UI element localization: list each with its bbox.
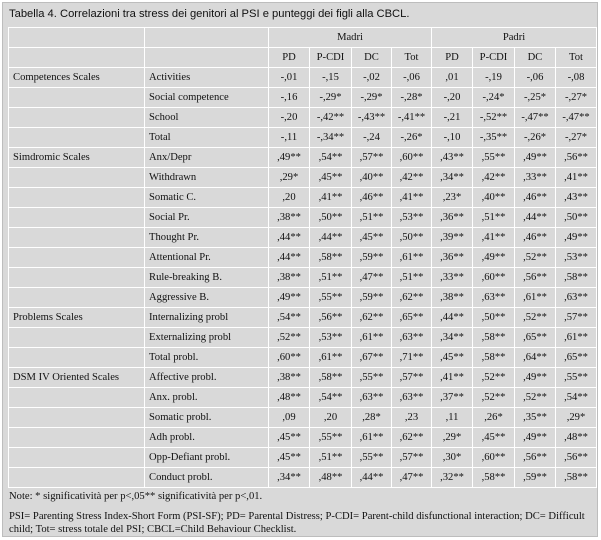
correlation-value: ,58** <box>473 348 515 368</box>
scale-label: Externalizing probl <box>145 328 269 348</box>
scale-group-label <box>9 348 145 368</box>
correlation-value: ,46** <box>515 228 556 248</box>
correlation-value: ,52** <box>515 308 556 328</box>
correlation-value: ,23* <box>432 188 473 208</box>
scale-group-label <box>9 228 145 248</box>
scale-label: Opp-Defiant probl. <box>145 448 269 468</box>
correlation-value: -,15 <box>310 68 352 88</box>
correlation-value: -,08 <box>556 68 597 88</box>
correlation-value: ,63** <box>473 288 515 308</box>
correlation-value: -,02 <box>352 68 392 88</box>
correlation-value: ,56** <box>310 308 352 328</box>
table-row <box>9 308 597 328</box>
correlation-value: -,52** <box>473 108 515 128</box>
scale-group-label <box>9 248 145 268</box>
correlation-value: ,49** <box>556 228 597 248</box>
correlation-value: ,61** <box>556 328 597 348</box>
group-header-padri: Padri <box>432 28 597 48</box>
correlation-value: -,34** <box>310 128 352 148</box>
scale-group-label <box>9 128 145 148</box>
correlation-value: ,56** <box>556 448 597 468</box>
correlation-value: ,48** <box>310 468 352 488</box>
table-row <box>9 148 597 168</box>
table-row <box>9 208 597 228</box>
scale-label: Withdrawn <box>145 168 269 188</box>
correlation-value: ,61** <box>392 248 432 268</box>
correlation-value: ,65** <box>515 328 556 348</box>
correlation-value: ,65** <box>392 308 432 328</box>
table-body <box>9 68 597 488</box>
correlation-value: ,57** <box>392 448 432 468</box>
correlation-value: ,60** <box>473 448 515 468</box>
correlation-value: ,50** <box>392 228 432 248</box>
scale-label: Affective probl. <box>145 368 269 388</box>
correlation-value: ,01 <box>432 68 473 88</box>
scale-label: Total probl. <box>145 348 269 368</box>
scale-group-label <box>9 168 145 188</box>
correlation-value: ,58** <box>556 468 597 488</box>
correlation-value: ,44** <box>515 208 556 228</box>
correlation-value: ,63** <box>556 288 597 308</box>
table-row <box>9 68 597 88</box>
correlation-value: ,62** <box>392 428 432 448</box>
correlation-value: ,51** <box>352 208 392 228</box>
scale-label: Conduct probl. <box>145 468 269 488</box>
group-header-madri: Madri <box>269 28 432 48</box>
scale-label: Somatic probl. <box>145 408 269 428</box>
table-row <box>9 188 597 208</box>
correlation-value: ,55** <box>473 148 515 168</box>
correlation-value: ,47** <box>392 468 432 488</box>
scale-label: Somatic C. <box>145 188 269 208</box>
correlation-value: ,71** <box>392 348 432 368</box>
subcolumn-header-row <box>9 48 597 68</box>
table-row <box>9 288 597 308</box>
correlation-value: ,36** <box>432 248 473 268</box>
scale-group-label <box>9 408 145 428</box>
correlation-value: ,35** <box>515 408 556 428</box>
correlation-value: ,38** <box>432 288 473 308</box>
table-frame <box>2 2 598 537</box>
correlation-value: ,54** <box>269 308 310 328</box>
scale-label: Social Pr. <box>145 208 269 228</box>
scale-group-label <box>9 428 145 448</box>
table-row <box>9 228 597 248</box>
correlation-value: -,21 <box>432 108 473 128</box>
correlation-value: ,33** <box>432 268 473 288</box>
correlation-value: ,36** <box>432 208 473 228</box>
table-row <box>9 88 597 108</box>
correlation-value: -,29* <box>352 88 392 108</box>
correlation-value: ,50** <box>473 308 515 328</box>
correlation-table <box>8 27 597 488</box>
scale-group-label: Simdromic Scales <box>9 148 145 168</box>
scale-label: Activities <box>145 68 269 88</box>
correlation-value: -,43** <box>352 108 392 128</box>
correlation-value: ,55** <box>310 288 352 308</box>
correlation-value: ,43** <box>432 148 473 168</box>
table-row <box>9 388 597 408</box>
correlation-value: -,35** <box>473 128 515 148</box>
table-row <box>9 108 597 128</box>
correlation-value: ,54** <box>556 388 597 408</box>
correlation-value: ,56** <box>515 268 556 288</box>
scale-label: Social competence <box>145 88 269 108</box>
correlation-value: -,42** <box>310 108 352 128</box>
correlation-value: ,63** <box>392 328 432 348</box>
scale-label: School <box>145 108 269 128</box>
header-empty-cell <box>145 28 269 48</box>
scale-label: Thought Pr. <box>145 228 269 248</box>
correlation-value: ,44** <box>269 228 310 248</box>
correlation-value: ,34** <box>269 468 310 488</box>
correlation-value: ,52** <box>269 328 310 348</box>
correlation-value: ,49** <box>515 428 556 448</box>
correlation-value: ,42** <box>473 168 515 188</box>
correlation-value: ,49** <box>515 148 556 168</box>
correlation-value: -,20 <box>432 88 473 108</box>
correlation-value: ,34** <box>432 168 473 188</box>
correlation-value: ,32** <box>432 468 473 488</box>
correlation-value: ,20 <box>310 408 352 428</box>
correlation-value: ,45** <box>473 428 515 448</box>
scale-label: Internalizing probl <box>145 308 269 328</box>
column-header: Tot <box>556 48 597 68</box>
scale-label: Total <box>145 128 269 148</box>
table-row <box>9 128 597 148</box>
correlation-value: ,51** <box>310 268 352 288</box>
correlation-value: ,62** <box>392 288 432 308</box>
correlation-value: ,55** <box>310 428 352 448</box>
correlation-value: ,41** <box>310 188 352 208</box>
correlation-value: ,46** <box>352 188 392 208</box>
column-header: Tot <box>392 48 432 68</box>
correlation-value: ,45** <box>310 168 352 188</box>
correlation-value: ,61** <box>515 288 556 308</box>
correlation-value: ,53** <box>392 208 432 228</box>
correlation-value: ,33** <box>515 168 556 188</box>
correlation-value: ,52** <box>473 368 515 388</box>
header-empty-cell <box>9 48 145 68</box>
correlation-value: ,34** <box>432 328 473 348</box>
correlation-value: ,60** <box>269 348 310 368</box>
scale-group-label <box>9 268 145 288</box>
correlation-value: ,67** <box>352 348 392 368</box>
table-row <box>9 408 597 428</box>
scale-label: Aggressive B. <box>145 288 269 308</box>
table-row <box>9 348 597 368</box>
header-empty-cell <box>145 48 269 68</box>
correlation-value: ,63** <box>392 388 432 408</box>
table-row <box>9 468 597 488</box>
correlation-value: ,54** <box>310 388 352 408</box>
correlation-value: ,49** <box>269 148 310 168</box>
scale-group-label <box>9 388 145 408</box>
correlation-value: ,49** <box>473 248 515 268</box>
correlation-value: ,59** <box>352 288 392 308</box>
correlation-value: ,45** <box>432 348 473 368</box>
abbreviations-note: PSI= Parenting Stress Index-Short Form (PSI-SF); PD= Parental Distress; P-CDI= Parent-child disfunctional interaction; DC= Difficult child; Tot= stress totale del PSI; CBCL=Child Behaviour Checklist. <box>9 511 585 535</box>
correlation-value: ,44** <box>352 468 392 488</box>
correlation-value: ,38** <box>269 268 310 288</box>
correlation-value: ,23 <box>392 408 432 428</box>
correlation-value: ,52** <box>515 248 556 268</box>
correlation-value: ,41** <box>392 188 432 208</box>
correlation-value: -,19 <box>473 68 515 88</box>
correlation-value: ,43** <box>556 188 597 208</box>
correlation-value: ,64** <box>515 348 556 368</box>
correlation-value: -,27* <box>556 128 597 148</box>
correlation-value: ,58** <box>473 328 515 348</box>
scale-label: Adh probl. <box>145 428 269 448</box>
correlation-value: ,09 <box>269 408 310 428</box>
correlation-value: -,27* <box>556 88 597 108</box>
correlation-value: ,41** <box>432 368 473 388</box>
correlation-value: ,20 <box>269 188 310 208</box>
table-row <box>9 368 597 388</box>
correlation-value: ,38** <box>269 368 310 388</box>
scale-group-label <box>9 108 145 128</box>
correlation-value: ,28* <box>352 408 392 428</box>
table-row <box>9 248 597 268</box>
correlation-value: ,57** <box>352 148 392 168</box>
correlation-value: ,55** <box>352 368 392 388</box>
correlation-value: ,40** <box>473 188 515 208</box>
correlation-value: ,49** <box>269 288 310 308</box>
column-header: DC <box>352 48 392 68</box>
correlation-value: ,58** <box>473 468 515 488</box>
header-empty-cell <box>9 28 145 48</box>
correlation-value: -,11 <box>269 128 310 148</box>
correlation-value: -,25* <box>515 88 556 108</box>
correlation-value: ,47** <box>352 268 392 288</box>
correlation-value: ,41** <box>556 168 597 188</box>
correlation-value: -,26* <box>392 128 432 148</box>
column-header: PD <box>432 48 473 68</box>
correlation-value: ,57** <box>392 368 432 388</box>
correlation-value: ,54** <box>310 148 352 168</box>
correlation-value: ,51** <box>473 208 515 228</box>
correlation-value: -,47** <box>556 108 597 128</box>
correlation-value: ,37** <box>432 388 473 408</box>
correlation-value: ,29* <box>556 408 597 428</box>
scale-label: Attentional Pr. <box>145 248 269 268</box>
correlation-value: ,50** <box>556 208 597 228</box>
correlation-value: ,45** <box>352 228 392 248</box>
correlation-value: ,39** <box>432 228 473 248</box>
correlation-value: -,06 <box>515 68 556 88</box>
table-row <box>9 168 597 188</box>
scale-group-label <box>9 468 145 488</box>
significance-note: Note: * significatività per p<,05** significatività per p<,01. <box>9 491 263 502</box>
correlation-value: ,48** <box>556 428 597 448</box>
correlation-value: ,11 <box>432 408 473 428</box>
correlation-value: -,01 <box>269 68 310 88</box>
table-row <box>9 448 597 468</box>
correlation-value: ,55** <box>352 448 392 468</box>
scale-label: Anx. probl. <box>145 388 269 408</box>
correlation-value: ,30* <box>432 448 473 468</box>
scale-group-label <box>9 288 145 308</box>
correlation-value: ,58** <box>556 268 597 288</box>
scale-group-label <box>9 448 145 468</box>
correlation-value: ,51** <box>310 448 352 468</box>
correlation-value: -,29* <box>310 88 352 108</box>
correlation-value: ,42** <box>392 168 432 188</box>
scale-label: Rule-breaking B. <box>145 268 269 288</box>
correlation-value: ,62** <box>352 308 392 328</box>
correlation-value: ,52** <box>473 388 515 408</box>
correlation-value: ,44** <box>432 308 473 328</box>
correlation-value: ,58** <box>310 368 352 388</box>
scale-group-label <box>9 188 145 208</box>
correlation-value: ,45** <box>269 428 310 448</box>
correlation-value: ,44** <box>310 228 352 248</box>
group-header-row <box>9 28 597 48</box>
table-row <box>9 328 597 348</box>
correlation-value: ,45** <box>269 448 310 468</box>
correlation-value: -,28* <box>392 88 432 108</box>
correlation-value: -,16 <box>269 88 310 108</box>
table-caption: Tabella 4. Correlazioni tra stress dei genitori al PSI e punteggi dei figli alla CBCL. <box>9 8 410 20</box>
correlation-value: ,63** <box>352 388 392 408</box>
scale-group-label <box>9 88 145 108</box>
correlation-value: ,56** <box>515 448 556 468</box>
correlation-value: ,57** <box>556 308 597 328</box>
correlation-value: -,20 <box>269 108 310 128</box>
correlation-value: -,24* <box>473 88 515 108</box>
correlation-value: ,59** <box>515 468 556 488</box>
column-header: PD <box>269 48 310 68</box>
correlation-value: -,47** <box>515 108 556 128</box>
correlation-value: ,38** <box>269 208 310 228</box>
correlation-value: ,65** <box>556 348 597 368</box>
correlation-value: -,24 <box>352 128 392 148</box>
scale-group-label <box>9 208 145 228</box>
scale-group-label: DSM IV Oriented Scales <box>9 368 145 388</box>
correlation-value: ,46** <box>515 188 556 208</box>
correlation-value: ,49** <box>515 368 556 388</box>
correlation-value: ,61** <box>352 428 392 448</box>
correlation-value: ,61** <box>310 348 352 368</box>
scale-group-label: Competences Scales <box>9 68 145 88</box>
scale-label: Anx/Depr <box>145 148 269 168</box>
table-row <box>9 268 597 288</box>
correlation-value: ,26* <box>473 408 515 428</box>
column-header: P-CDI <box>473 48 515 68</box>
correlation-value: -,26* <box>515 128 556 148</box>
correlation-value: -,06 <box>392 68 432 88</box>
correlation-value: ,50** <box>310 208 352 228</box>
correlation-value: ,41** <box>473 228 515 248</box>
correlation-value: ,29* <box>432 428 473 448</box>
correlation-value: ,40** <box>352 168 392 188</box>
correlation-value: ,58** <box>310 248 352 268</box>
correlation-value: ,44** <box>269 248 310 268</box>
correlation-value: ,61** <box>352 328 392 348</box>
correlation-value: ,60** <box>392 148 432 168</box>
correlation-value: ,53** <box>310 328 352 348</box>
correlation-value: ,52** <box>515 388 556 408</box>
correlation-value: -,10 <box>432 128 473 148</box>
correlation-value: ,29* <box>269 168 310 188</box>
scale-group-label <box>9 328 145 348</box>
correlation-value: ,60** <box>473 268 515 288</box>
scale-group-label: Problems Scales <box>9 308 145 328</box>
correlation-value: ,55** <box>556 368 597 388</box>
correlation-value: -,41** <box>392 108 432 128</box>
correlation-value: ,51** <box>392 268 432 288</box>
correlation-value: ,59** <box>352 248 392 268</box>
correlation-value: ,56** <box>556 148 597 168</box>
column-header: P-CDI <box>310 48 352 68</box>
correlation-value: ,48** <box>269 388 310 408</box>
column-header: DC <box>515 48 556 68</box>
correlation-value: ,53** <box>556 248 597 268</box>
table-row <box>9 428 597 448</box>
